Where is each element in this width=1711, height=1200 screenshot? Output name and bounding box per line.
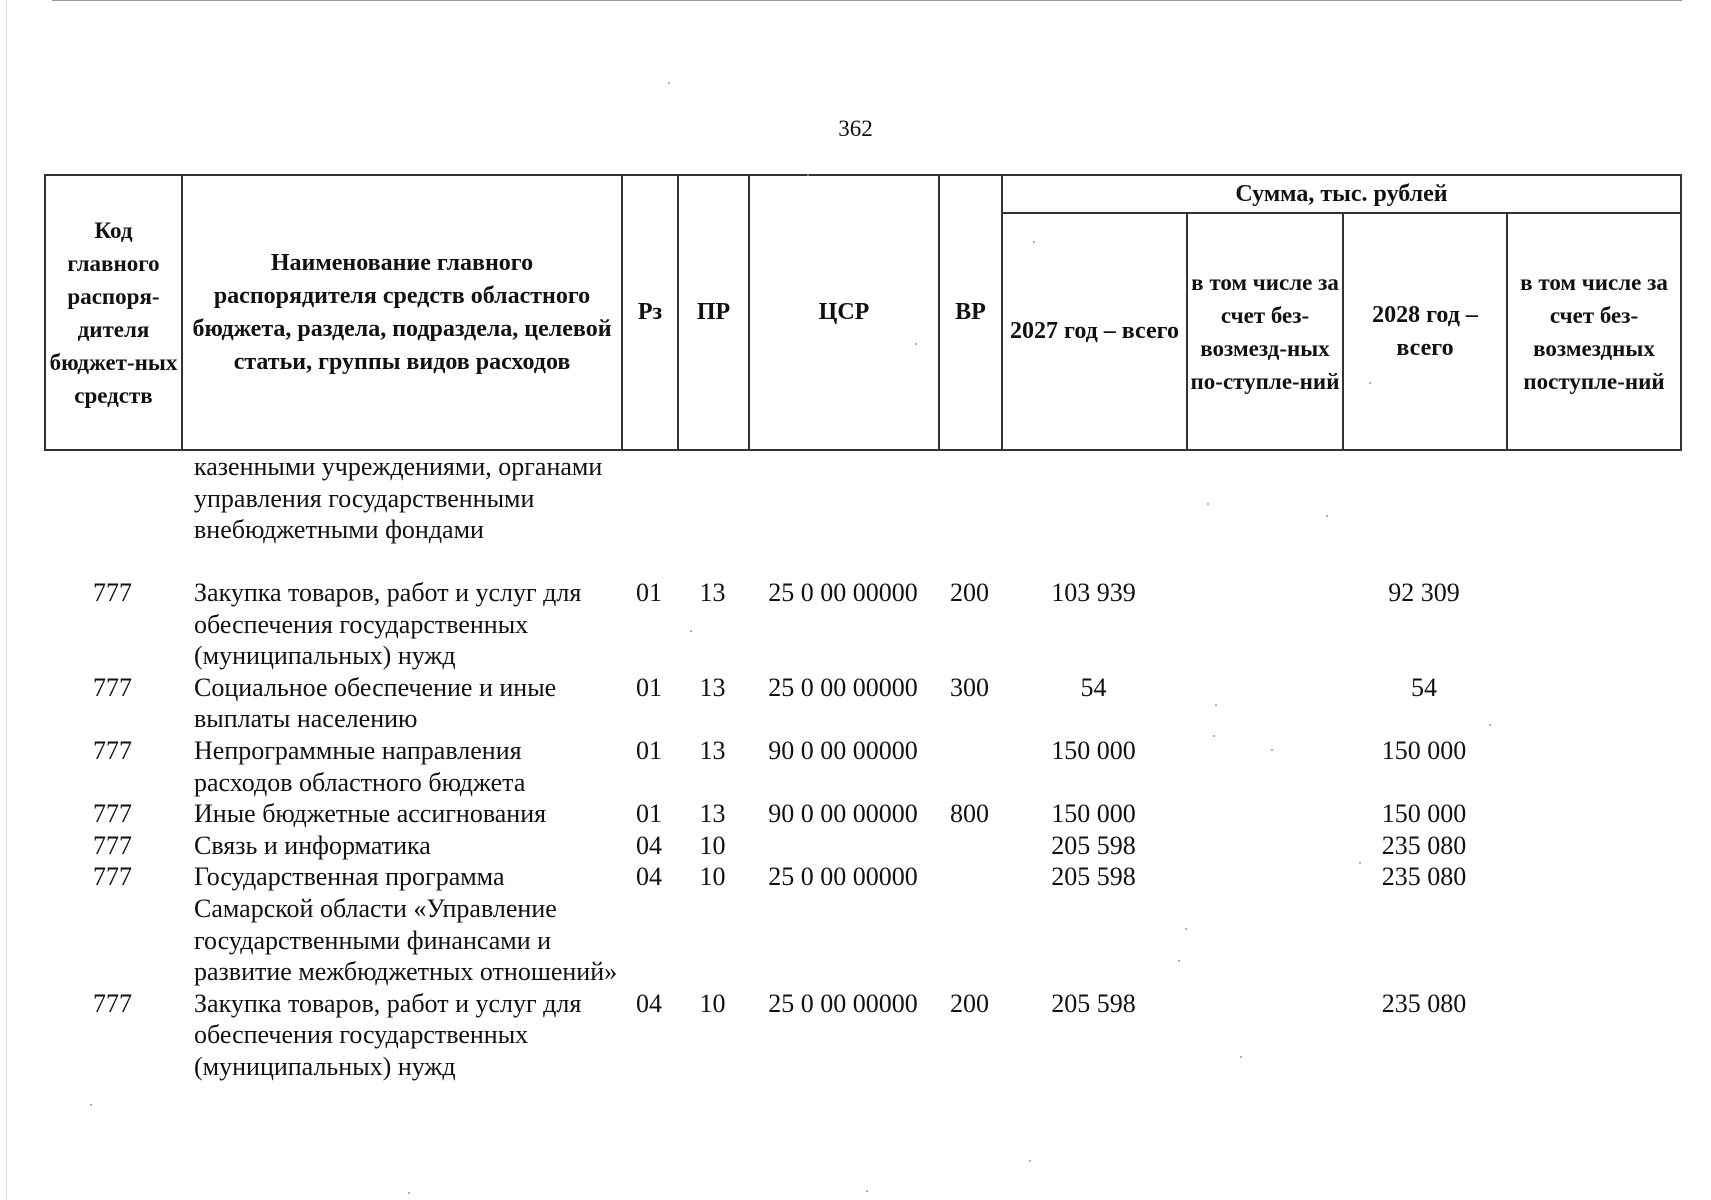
table-body	[44, 451, 1680, 1083]
row-pr: 13	[699, 578, 726, 607]
header-rz: Рз	[622, 175, 678, 450]
row-code: 777	[93, 862, 132, 892]
scan-speck	[408, 1192, 410, 1194]
row-rz: 01	[636, 672, 662, 702]
scan-speck	[1178, 960, 1180, 962]
row-code: 777	[93, 830, 132, 860]
row-2027-total: 150 000	[1051, 735, 1136, 765]
row-2028-free	[1506, 861, 1680, 987]
row-name: Социальное обеспечение и иные выплаты населению	[194, 672, 557, 734]
row-name: Непрограммные направления расходов областного бюджета	[194, 735, 526, 797]
row-vr: 800	[950, 799, 989, 829]
scan-speck	[1326, 515, 1328, 517]
row-name: Связь и информатика	[194, 830, 431, 860]
row-2027-total: 205 598	[1051, 988, 1136, 1018]
row-2027-total: 205 598	[1051, 862, 1136, 892]
scan-speck	[668, 82, 670, 84]
row-pr: 13	[699, 799, 726, 829]
table-row	[44, 988, 1680, 1083]
scan-speck	[1359, 862, 1361, 864]
row-pr: 10	[699, 988, 726, 1018]
row-2028-total: 235 080	[1381, 988, 1467, 1018]
header-vr: ВР	[939, 175, 1002, 450]
row-2028-free	[1506, 798, 1680, 830]
row-2027-free	[1186, 861, 1342, 987]
row-2028-free	[1506, 735, 1680, 798]
row-code: 777	[93, 799, 132, 829]
row-rz: 04	[636, 830, 662, 860]
row-2027-total: 150 000	[1051, 799, 1136, 829]
row-vr	[938, 861, 1001, 987]
row-csr: 25 0 00 00000	[768, 988, 918, 1018]
row-name: Иные бюджетные ассигнования	[194, 799, 547, 829]
scan-speck	[90, 1104, 92, 1106]
scan-speck	[1033, 241, 1035, 243]
row-vr	[938, 830, 1001, 862]
scan-speck	[915, 343, 917, 345]
scan-speck	[1271, 749, 1273, 751]
row-2028-total: 150 000	[1381, 799, 1467, 829]
row-rz: 01	[636, 799, 662, 829]
row-2027-free	[1186, 830, 1342, 862]
table-row	[44, 577, 1680, 672]
row-csr: 25 0 00 00000	[768, 578, 918, 607]
continuation-text: казенными учреждениями, органами управления государственными внебюджетными фондами	[194, 452, 603, 545]
scan-speck	[1240, 1056, 1242, 1058]
row-name: Государственная программа Самарской области «Управление государственными финансами и развитие межбюджетных отношений»	[194, 862, 618, 987]
continuation-row	[44, 451, 1680, 577]
row-vr	[938, 735, 1001, 798]
scan-speck	[1185, 928, 1187, 930]
row-code: 777	[93, 988, 132, 1018]
row-csr	[748, 830, 938, 862]
header-csr: ЦСР	[749, 175, 939, 450]
row-csr: 90 0 00 00000	[768, 735, 918, 765]
header-2028-total: 2028 год – всего	[1343, 213, 1507, 450]
row-2027-free	[1186, 988, 1342, 1083]
header-name: Наименование главного распорядителя средств областного бюджета, раздела, подраздела, целевой статьи, группы видов расходов	[182, 175, 622, 450]
row-name: Закупка товаров, работ и услуг для обеспечения государственных (муниципальных) нужд	[194, 578, 582, 671]
row-2027-free	[1186, 672, 1342, 735]
row-pr: 13	[699, 735, 726, 765]
row-2028-total: 150 000	[1381, 735, 1467, 765]
row-2027-free	[1186, 798, 1342, 830]
row-csr: 25 0 00 00000	[768, 862, 918, 892]
row-csr: 25 0 00 00000	[768, 672, 918, 702]
row-2028-total: 235 080	[1381, 830, 1467, 860]
scan-left-border	[6, 0, 7, 1200]
row-code: 777	[93, 578, 132, 607]
header-2027-free: в том числе за счет без-возмезд-ных по-ступле-ний	[1187, 213, 1343, 450]
row-pr: 10	[699, 830, 726, 860]
row-name: Закупка товаров, работ и услуг для обеспечения государственных (муниципальных) нужд	[194, 988, 582, 1081]
header-code: Код главного распоря-дителя бюджет-ных средств	[45, 175, 182, 450]
table-row	[44, 798, 1680, 830]
row-2027-free	[1186, 735, 1342, 798]
scan-speck	[690, 630, 692, 632]
row-2027-free	[1186, 577, 1342, 672]
page-number: 362	[838, 116, 873, 141]
row-vr: 300	[950, 672, 989, 702]
row-pr: 13	[699, 672, 726, 702]
row-2028-total: 54	[1411, 672, 1437, 702]
scan-speck	[1029, 1160, 1031, 1162]
row-2028-free	[1506, 577, 1680, 672]
row-csr: 90 0 00 00000	[768, 799, 918, 829]
scan-speck	[1213, 735, 1215, 737]
row-code: 777	[93, 735, 132, 765]
scan-top-border	[52, 0, 1682, 1]
row-code: 777	[93, 672, 132, 702]
row-pr: 10	[699, 862, 726, 892]
scan-speck	[1369, 382, 1371, 384]
row-2027-total: 205 598	[1051, 830, 1136, 860]
table-row	[44, 672, 1680, 735]
row-rz: 01	[636, 735, 662, 765]
scan-speck	[1207, 503, 1209, 505]
scan-speck	[1215, 704, 1217, 706]
row-rz: 04	[636, 862, 662, 892]
table-row	[44, 735, 1680, 798]
row-2028-total: 235 080	[1381, 862, 1467, 892]
scan-speck	[807, 174, 809, 176]
row-2028-total: 92 309	[1388, 578, 1460, 607]
table-row	[44, 861, 1680, 987]
row-2027-total: 103 939	[1051, 578, 1136, 607]
row-vr: 200	[950, 578, 989, 607]
table-row	[44, 830, 1680, 862]
row-2028-free	[1506, 830, 1680, 862]
row-rz: 01	[636, 578, 662, 607]
scan-speck	[1489, 724, 1491, 726]
row-rz: 04	[636, 988, 662, 1018]
row-2027-total: 54	[1080, 672, 1107, 702]
table-header	[44, 174, 1682, 451]
scan-speck	[866, 1190, 868, 1192]
header-2028-free: в том числе за счет без-возмездных поступле-ний	[1507, 213, 1681, 450]
row-2028-free	[1506, 988, 1680, 1083]
header-sum: Сумма, тыс. рублей	[1002, 175, 1681, 213]
row-2028-free	[1506, 672, 1680, 735]
header-2027-total: 2027 год – всего	[1002, 213, 1187, 450]
header-pr: ПР	[678, 175, 749, 450]
row-vr: 200	[950, 988, 989, 1018]
